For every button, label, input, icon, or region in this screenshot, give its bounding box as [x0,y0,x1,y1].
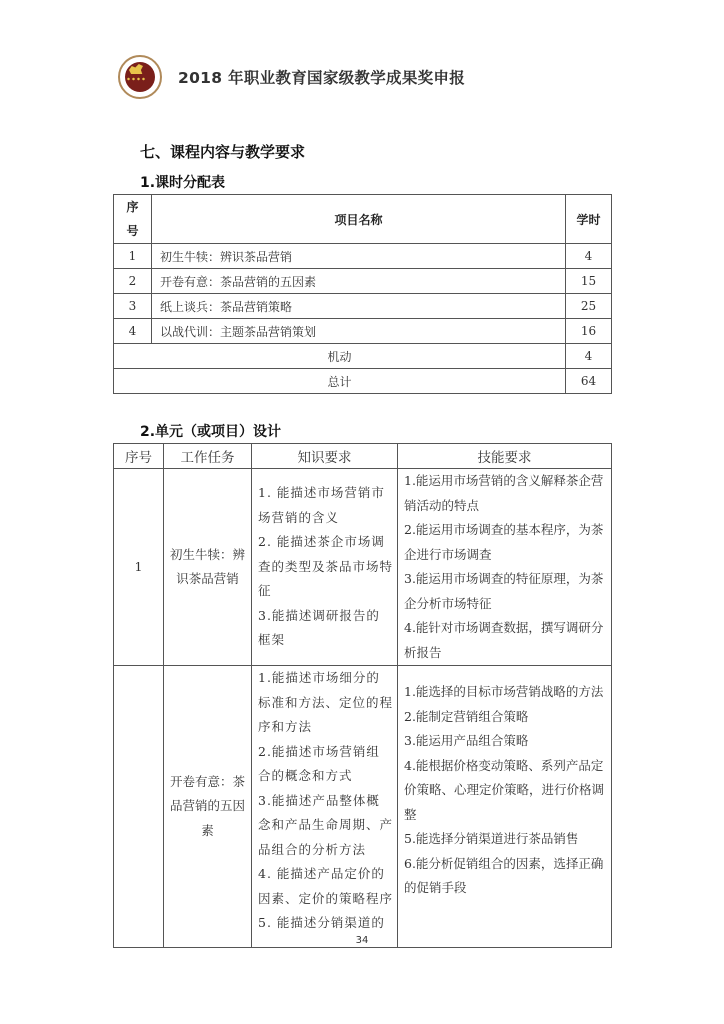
requirement-item: 2. 能描述茶企市场调查的类型及茶品市场特征 [258,534,394,599]
requirement-item: 3.能描述调研报告的框架 [258,607,380,648]
requirement-item: 1.能选择的目标市场营销战略的方法 [404,684,604,699]
flex-row [114,344,612,369]
requirement-item: 4.能针对市场调查数据，撰写调研分析报告 [404,620,604,660]
cell-name: 纸上谈兵：茶品营销策略 [152,294,566,319]
header-title: 2018 年职业教育国家级教学成果奖申报 [178,69,466,87]
institution-seal-logo-icon [118,55,162,99]
table-row [114,244,612,269]
cell-skills [398,666,612,948]
cell-hours: 15 [566,269,612,294]
col-header-name: 项目名称 [152,195,566,244]
cell-hours: 4 [566,244,612,269]
cell-name: 初生牛犊：辨识茶品营销 [152,244,566,269]
requirement-item: 1. 能描述市场营销市场营销的含义 [258,485,385,525]
section-title: 七、课程内容与教学要求 [140,143,306,161]
requirement-item: 2.能描述市场营销组合的概念和方式 [258,743,380,783]
table2-heading: 2.单元（或项目）设计 [140,424,282,440]
col-header-hours: 学时 [566,195,612,244]
requirement-item: 1.能描述市场细分的标准和方法、定位的程序和方法 [258,670,394,734]
cell-name: 以战代训：主题茶品营销策划 [152,319,566,344]
cell-seq: 4 [114,319,152,344]
col-header-knowledge: 知识要求 [252,444,398,469]
cell-task: 初生牛犊：辨识茶品营销 [164,469,252,666]
cell-hours: 25 [566,294,612,319]
cell-knowledge [252,666,398,948]
requirement-item: 3.能描述产品整体概念和产品生命周期、产品组合的分析方法 [258,792,394,857]
table-header-row [114,195,612,244]
table1-heading: 1.课时分配表 [140,175,226,191]
requirement-item: 2.能制定营销组合策略 [404,708,529,724]
flex-label: 机动 [114,344,566,369]
requirement-item: 4.能根据价格变动策略、系列产品定价策略、心理定价策略，进行价格调整 [404,757,605,822]
total-row [114,369,612,394]
cell-name: 开卷有意：茶品营销的五因素 [152,269,566,294]
cell-skills [398,469,612,666]
unit-design-table [113,443,612,948]
col-header-seq: 序 号 [114,195,152,244]
col-header-skills: 技能要求 [398,444,612,469]
col-header-task: 工作任务 [164,444,252,469]
cell-seq: 1 [114,244,152,269]
requirement-item: 5.能选择分销渠道进行茶品销售 [404,831,579,846]
cell-seq: 2 [114,269,152,294]
table-row [114,319,612,344]
table-row [114,269,612,294]
page-number: 34 [355,935,369,946]
cell-seq: 1 [114,469,164,666]
flex-hours: 4 [566,344,612,369]
requirement-item: 6.能分析促销组合的因素，选择正确的促销手段 [404,855,604,895]
table-row [114,666,612,948]
requirement-item: 2.能运用市场调查的基本程序，为茶企进行市场调查 [404,522,604,562]
cell-seq [114,666,164,948]
requirement-item: 3.能运用产品组合策略 [404,733,529,748]
total-label: 总计 [114,369,566,394]
cell-hours: 16 [566,319,612,344]
table-header-row [114,444,612,469]
total-hours: 64 [566,369,612,394]
hours-allocation-table [113,194,612,394]
requirement-item: 3.能运用市场调查的特征原理，为茶企分析市场特征 [404,571,604,611]
requirement-item: 1.能运用市场营销的含义解释茶企营销活动的特点 [404,473,604,513]
cell-task: 开卷有意：茶品营销的五因素 [164,666,252,948]
page-header [118,52,465,102]
col-header-seq: 序号 [114,444,164,469]
requirement-item: 5. 能描述分销渠道的 [258,915,385,930]
table-row [114,294,612,319]
cell-seq: 3 [114,294,152,319]
requirement-item: 4. 能描述产品定价的因素、定价的策略程序 [258,866,394,906]
table-row [114,469,612,666]
cell-knowledge [252,469,398,666]
